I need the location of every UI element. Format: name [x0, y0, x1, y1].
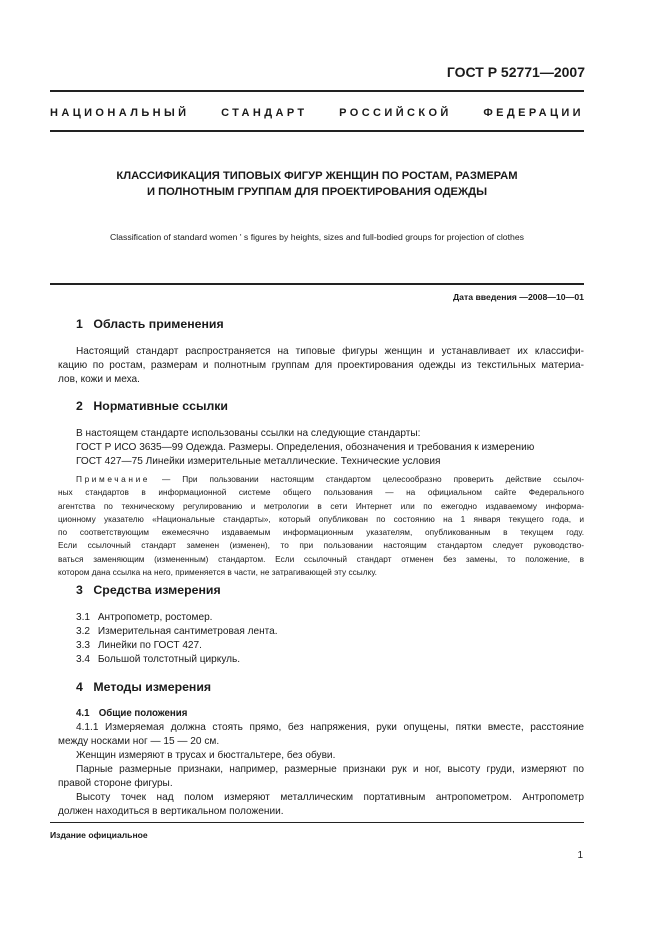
standard-code: ГОСТ Р 52771—2007	[446, 64, 585, 80]
paragraph-line: Женщин измеряют в трусах и бюстгальтере, без обуви.	[76, 750, 336, 761]
header-bottom-rule	[50, 130, 584, 132]
section-1-number: 1	[76, 317, 83, 331]
reference-line: ГОСТ Р ИСО 3635—99 Одежда. Размеры. Определения, обозначения и требования к измерению	[76, 442, 535, 453]
paragraph-line: кацию по ростам, размерам и полнотным группам для проектирования одежды из текстильных материа-	[58, 360, 584, 371]
section-2-heading	[76, 399, 228, 413]
paragraph-line: между носками ног — 15 — 20 см.	[58, 736, 220, 747]
section-2-text	[58, 427, 584, 469]
section-3-list	[76, 611, 278, 667]
paragraph-line: 4.1.1 Измеряемая должна стоять прямо, без напряжения, руки опущены, пятки вместе, расстояние	[76, 722, 584, 733]
note-line: ционному указателю «Национальные стандарты», который опубликован по состоянию на 1 января текущего года, и	[58, 513, 584, 524]
list-item: 3.4 Большой толстотный циркуль.	[76, 654, 241, 665]
paragraph-line: Парные размерные признаки, например, размерные признаки рук и ног, высоту груди, измеряют по	[76, 764, 584, 775]
section-3-number: 3	[76, 583, 83, 597]
note-label: Примечание	[76, 474, 151, 484]
list-item: 3.2 Измерительная сантиметровая лента.	[76, 626, 278, 637]
section-2-number: 2	[76, 399, 83, 413]
section-1-title: Область применения	[93, 317, 224, 331]
section-3-heading	[76, 583, 221, 597]
paragraph-line: Настоящий стандарт распространяется на типовые фигуры женщин и устанавливает их классифи-	[76, 346, 584, 357]
note-line: агентства по техническому регулированию и метрологии в сети Интернет или по ежегодно издаваемому информа-	[58, 500, 584, 511]
note-line: по соответствующим ежемесячно издаваемым информационным указателям, опубликованным в текущем году.	[58, 527, 584, 538]
page-number: 1	[577, 850, 583, 861]
note-line: Если ссылочный стандарт заменен (изменен), то при пользовании настоящим стандартом следует руководство-	[58, 540, 584, 551]
subsection-4-1-heading	[76, 708, 187, 719]
paragraph-line: Высоту точек над полом измеряют металлическим портативным антропометром. Антропометр	[76, 792, 584, 803]
section-4-title: Методы измерения	[93, 680, 212, 694]
title-line-2: И ПОЛНОТНЫМ ГРУППАМ ДЛЯ ПРОЕКТИРОВАНИЯ ОДЕЖДЫ	[146, 186, 488, 198]
note-first-text: — При пользовании настоящим стандартом целесообразно проверить действие ссылоч-	[150, 474, 584, 484]
english-title: Classification of standard women ' s figures by heights, sizes and full-bodied groups for projection of clothes	[109, 232, 525, 242]
section-2-note	[58, 473, 584, 579]
list-item: 3.3 Линейки по ГОСТ 427.	[76, 640, 202, 651]
reference-line: ГОСТ 427—75 Линейки измерительные металлические. Технические условия	[76, 456, 441, 467]
note-line: ваться заменяющим (измененным) стандартом. Если ссылочный стандарт отменен без замены, то положение, в	[58, 553, 584, 564]
footer-rule	[50, 822, 584, 823]
title-line-1: КЛАССИФИКАЦИЯ ТИПОВЫХ ФИГУР ЖЕНЩИН ПО РОСТАМ, РАЗМЕРАМ	[116, 170, 518, 182]
section-4-heading	[76, 680, 211, 694]
section-1-heading	[76, 317, 224, 331]
section-4-text	[58, 721, 584, 819]
note-line	[76, 473, 584, 486]
document-title	[60, 168, 574, 200]
edition-label: Издание официальное	[50, 830, 148, 840]
section-4-number: 4	[76, 680, 83, 694]
list-item: 3.1 Антропометр, ростомер.	[76, 612, 213, 623]
subsection-title: Общие положения	[98, 708, 188, 719]
section-2-title: Нормативные ссылки	[93, 399, 228, 413]
section-3-title: Средства измерения	[93, 583, 221, 597]
title-rule	[50, 283, 584, 285]
paragraph-line: В настоящем стандарте использованы ссылки на следующие стандарты:	[76, 428, 421, 439]
subsection-number: 4.1	[76, 708, 90, 719]
introduction-date: Дата введения —2008—10—01	[452, 292, 584, 302]
note-line: ных стандартов в информационной системе общего пользования — на официальном сайте Федерального	[58, 487, 584, 498]
paragraph-line: должен находиться в вертикальном положении.	[58, 806, 284, 817]
national-standard-banner: НАЦИОНАЛЬНЫЙ СТАНДАРТ РОССИЙСКОЙ ФЕДЕРАЦИИ	[50, 107, 584, 119]
note-line: котором дана ссылка на него, применяется в части, не затрагивающей эту ссылку.	[58, 567, 377, 578]
paragraph-line: правой стороне фигуры.	[58, 778, 173, 789]
header-top-rule	[50, 90, 584, 92]
paragraph-line: лов, кожи и меха.	[58, 374, 140, 385]
section-1-text	[58, 345, 584, 387]
